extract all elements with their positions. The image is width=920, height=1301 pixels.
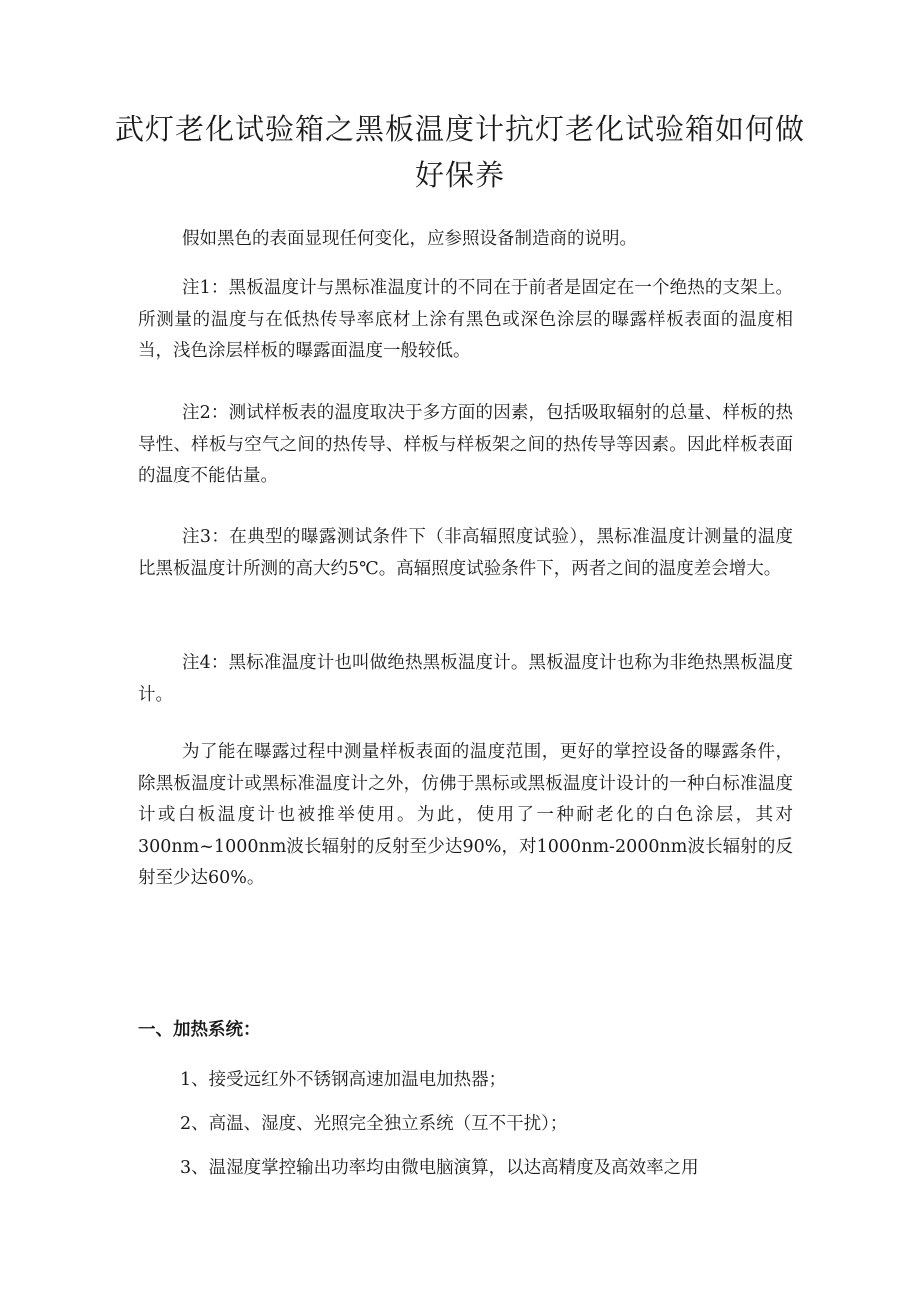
paragraph-note-3: 注3：在典型的曝露测试条件下（非高辐照度试验），黑标准温度计测量的温度比黑板温度计所测的高大约5℃。高辐照度试验条件下，两者之间的温度差会增大。 bbox=[138, 527, 793, 579]
section-heading-heating-system: 一、加热系统： bbox=[138, 1020, 261, 1040]
list-item: 2、高温、湿度、光照完全独立系统（互不干扰）； bbox=[180, 1114, 568, 1134]
paragraph-note-2: 注2：测试样板表的温度取决于多方面的因素，包括吸取辐射的总量、样板的热导性、样板与空气之间的热传导、样板与样板架之间的热传导等因素。因此样板表面的温度不能估量。 bbox=[138, 403, 793, 486]
document-title: 武灯老化试验箱之黑板温度计抗灯老化试验箱如何做好保养 bbox=[114, 112, 805, 192]
paragraph-black-surface-note: 假如黑色的表面显现任何变化，应参照设备制造商的说明。 bbox=[182, 229, 637, 249]
list-item: 1、接受远红外不锈钢高速加温电加热器； bbox=[180, 1070, 507, 1090]
paragraph-white-thermometer: 为了能在曝露过程中测量样板表面的温度范围，更好的掌控设备的曝露条件，除黑板温度计或黑标准温度计之外，仿佛于黑标或黑板温度计设计的一种白标准温度计或白板温度计也被推举使用。为此，使用了一种耐老化的白色涂层，其对300nm~1000nm波长辐射的反射至少达90%，对1000nm-2000nm波长辐射的反射至少达60%。 bbox=[138, 742, 793, 888]
paragraph-note-1: 注1：黑板温度计与黑标准温度计的不同在于前者是固定在一个绝热的支架上。所测量的温度与在低热传导率底材上涂有黑色或深色涂层的曝露样板表面的温度相当，浅色涂层样板的曝露面温度一般较低。 bbox=[138, 278, 793, 361]
paragraph-note-4: 注4：黑标准温度计也叫做绝热黑板温度计。黑板温度计也称为非绝热黑板温度计。 bbox=[138, 653, 793, 705]
list-item: 3、温湿度掌控输出功率均由微电脑演算，以达高精度及高效率之用 bbox=[180, 1158, 699, 1178]
heating-system-list bbox=[180, 1068, 800, 1200]
